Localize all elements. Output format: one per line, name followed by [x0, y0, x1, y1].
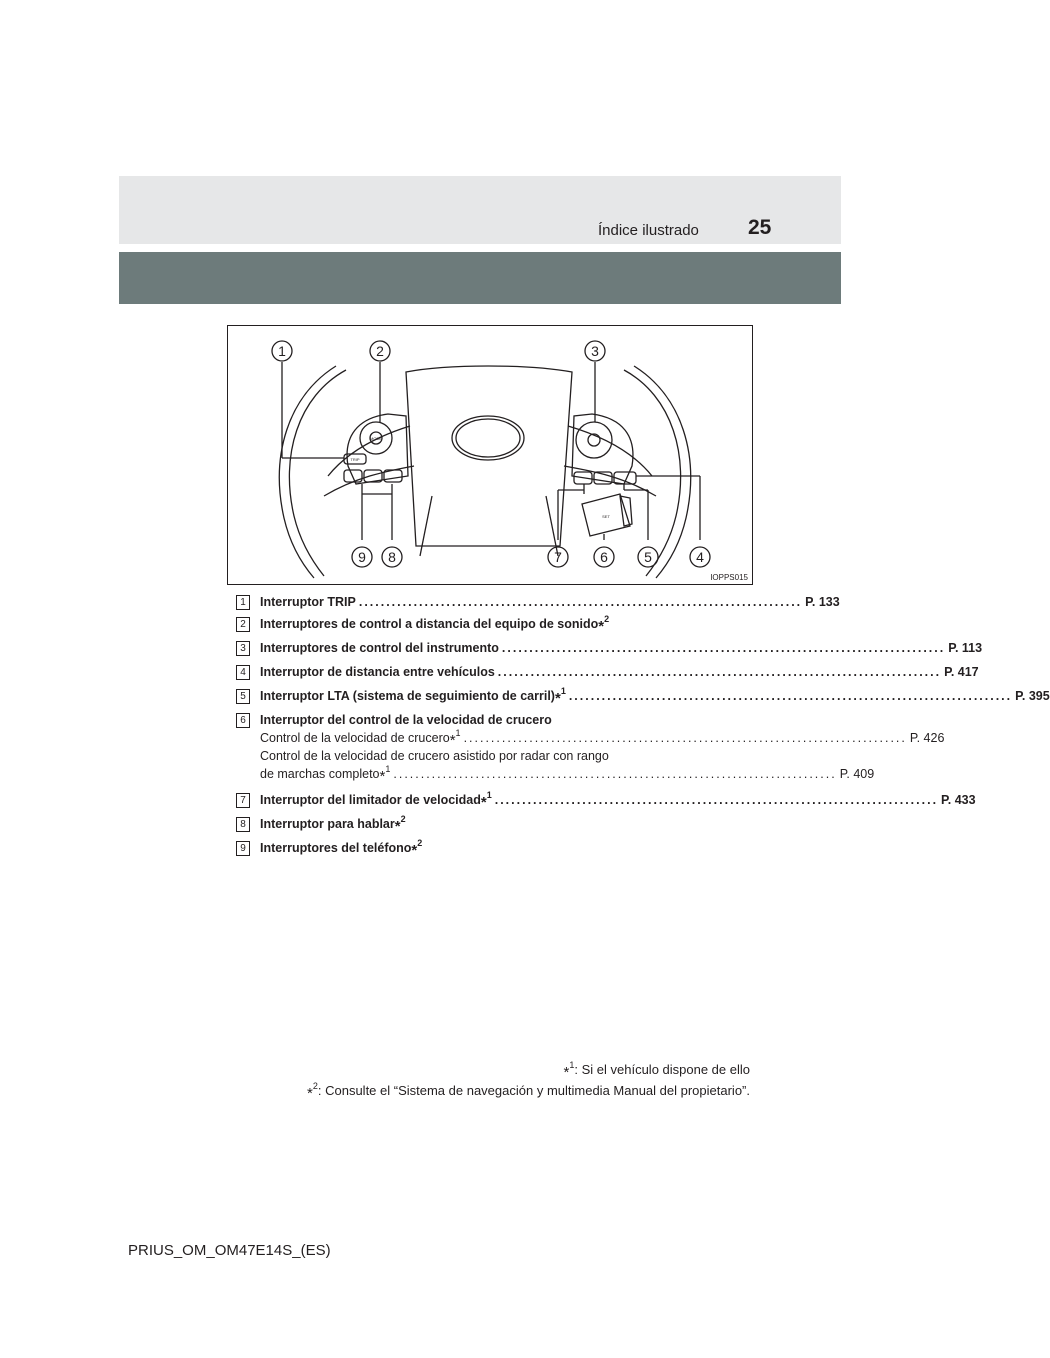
item-number: 9 — [236, 841, 250, 856]
asterisk-icon: * — [480, 794, 487, 811]
header-band — [119, 176, 841, 244]
leader-dots: ................................................................................. — [393, 767, 837, 781]
sub-item-label: Control de la velocidad de crucero — [260, 731, 450, 745]
asterisk-icon: * — [563, 1064, 570, 1081]
trip-switch-label: TRIP — [350, 457, 360, 462]
note-ref: 2 — [400, 814, 406, 824]
note-ref: 2 — [417, 838, 423, 848]
set-switch-label: SET — [602, 514, 610, 519]
page-reference: P. 433 — [941, 793, 976, 807]
leader-dots: ................................................................................. — [568, 689, 1013, 703]
footnote-2: *$^2$: Consulte el “Sistema de navegación y multimedia Manual del propietario”. — [307, 1081, 750, 1102]
callout-8: 8 — [388, 549, 396, 565]
page-number: 25 — [748, 216, 772, 239]
callout-6: 6 — [600, 549, 608, 565]
page-reference: P. 113 — [948, 641, 983, 655]
item-number: 8 — [236, 817, 250, 832]
callout-9: 9 — [358, 549, 366, 565]
note-ref: 1 — [455, 728, 461, 738]
asterisk-icon: * — [449, 732, 456, 749]
item-number: 3 — [236, 641, 250, 656]
steering-wheel-drawing — [228, 326, 752, 584]
page-reference: P. 395 — [1015, 689, 1050, 703]
callout-2: 2 — [376, 343, 384, 359]
item-label: Interruptores del teléfono — [260, 841, 412, 855]
note-ref: 2 — [604, 614, 610, 624]
asterisk-icon: * — [598, 618, 605, 635]
item-label: Interruptor TRIP — [260, 595, 356, 609]
asterisk-icon: * — [307, 1085, 313, 1102]
leader-dots: ................................................................................. — [501, 641, 946, 655]
callout-1: 1 — [278, 343, 286, 359]
sub-item-label: de marchas completo — [260, 767, 380, 781]
page-reference: P. 409 — [839, 767, 875, 781]
header-dark-band — [119, 252, 841, 304]
callout-7: 7 — [554, 549, 562, 565]
item-number: 5 — [236, 689, 250, 704]
item-number: 6 — [236, 713, 250, 728]
asterisk-icon: * — [554, 690, 561, 707]
page-reference: P. 133 — [805, 595, 840, 609]
sub-item-label: Control de la velocidad de crucero asistido por radar con rango — [260, 749, 609, 763]
page-reference: P. 426 — [909, 731, 945, 745]
document-code: PRIUS_OM_OM47E14S_(ES) — [128, 1242, 331, 1259]
note-ref: 1 — [560, 686, 566, 696]
leader-dots: ................................................................................. — [497, 665, 942, 679]
callout-4: 4 — [696, 549, 704, 565]
item-label: Interruptor LTA (sistema de seguimiento de carril) — [260, 689, 555, 703]
callout-3: 3 — [591, 343, 599, 359]
callout-5: 5 — [644, 549, 652, 565]
item-label: Interruptores de control del instrumento — [260, 641, 499, 655]
note-ref: 1 — [385, 764, 391, 774]
leader-dots: ................................................................................. — [494, 793, 939, 807]
page-reference: P. 417 — [944, 665, 979, 679]
mode-switch-label: MODE — [370, 436, 382, 441]
item-label: Interruptores de control a distancia del equipo de sonido — [260, 617, 599, 631]
item-label: Interruptor del control de la velocidad de crucero — [260, 713, 552, 727]
item-number: 7 — [236, 793, 250, 808]
figure-code: IOPPS015 — [710, 573, 748, 582]
item-number: 1 — [236, 595, 250, 610]
asterisk-icon: * — [411, 842, 418, 859]
item-number: 2 — [236, 617, 250, 632]
steering-wheel-illustration — [227, 325, 753, 585]
leader-dots: ................................................................................. — [358, 595, 803, 609]
item-label: Interruptor del limitador de velocidad — [260, 793, 481, 807]
item-number: 4 — [236, 665, 250, 680]
asterisk-icon: * — [394, 818, 401, 835]
leader-dots: ................................................................................. — [463, 731, 907, 745]
asterisk-icon: * — [379, 768, 386, 785]
section-title: Índice ilustrado — [598, 222, 699, 239]
footnote-1: *$^1$: Si el vehículo dispone de ello — [563, 1060, 750, 1081]
item-label: Interruptor de distancia entre vehículos — [260, 665, 495, 679]
note-ref: 1 — [486, 790, 492, 800]
item-label: Interruptor para hablar — [260, 817, 395, 831]
